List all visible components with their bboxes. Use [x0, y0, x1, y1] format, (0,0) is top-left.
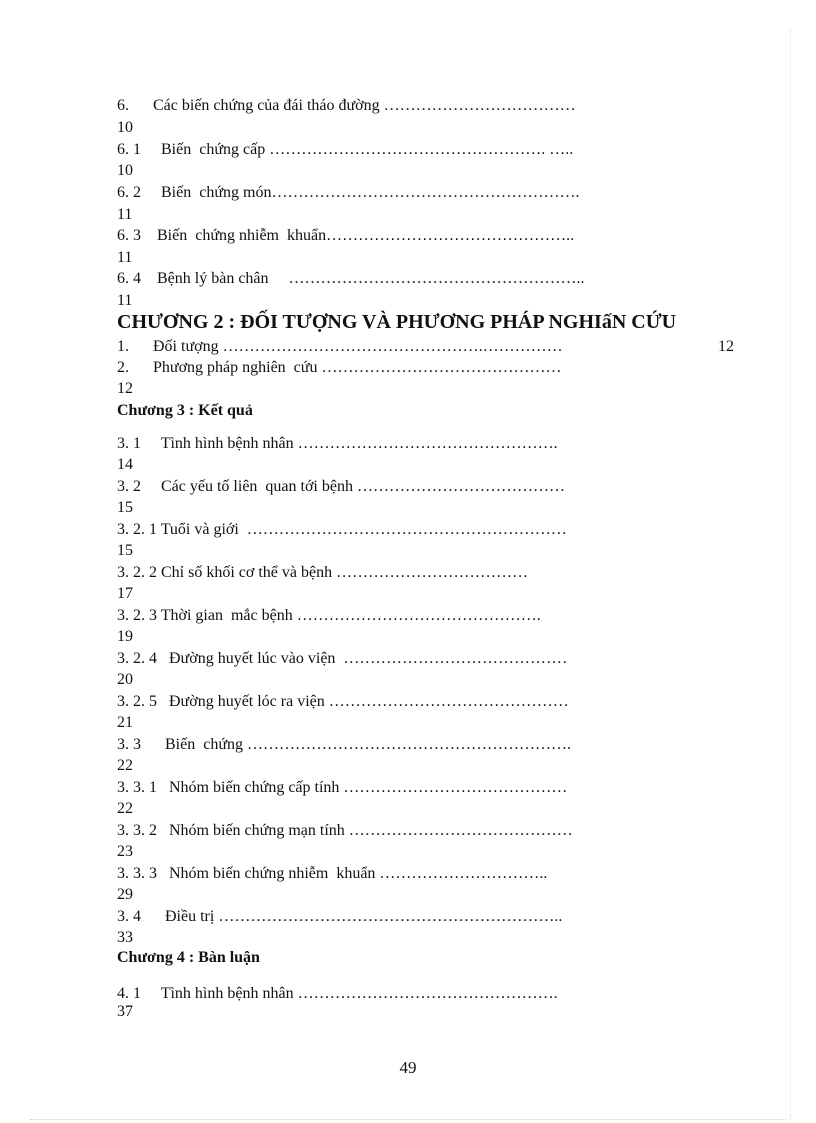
toc-entry-3-4-text: 3. 4 Điều trị ………………………………………………………..: [117, 908, 563, 925]
toc-entry-3-2-2-page: 17: [117, 585, 133, 602]
toc-entry-3-4-page: 33: [117, 929, 133, 946]
toc-entry-3-2-page: 15: [117, 499, 133, 516]
toc-entry-3-3-1-page: 22: [117, 800, 133, 817]
toc-entry-3-3-page: 22: [117, 757, 133, 774]
toc-entry-3-2-5-text: 3. 2. 5 Đường huyết lóc ra viện ………………………………………: [117, 693, 569, 710]
page-number: 49: [399, 1058, 417, 1077]
toc-entry-6-3-text: 6. 3 Biến chứng nhiễm khuẩn………………………………………..: [117, 227, 575, 244]
page-bottom-border: [30, 1119, 786, 1120]
chapter-4-title: Chương 4 : Bàn luận: [117, 949, 260, 966]
toc-entry-6-4-text: 6. 4 Bệnh lý bàn chân ………………………………………………..: [117, 270, 585, 287]
chapter-2-title: CHƯƠNG 2 : ĐỐI TƯỢNG VÀ PHƯƠNG PHÁP NGHIấN CỨU: [117, 311, 677, 333]
toc-entry-4-1-page: 37: [117, 1003, 133, 1020]
toc-entry-3-2-3-text: 3. 2. 3 Thời gian mắc bệnh ……………………………………….: [117, 607, 541, 624]
toc-entry-6-text: 6. Các biến chứng của đái tháo đường ………………………………: [117, 97, 576, 114]
toc-entry-6-1-text: 6. 1 Biến chứng cấp ……………………………………………. …..: [117, 141, 574, 158]
toc-entry-6-2-text: 6. 2 Biến chứng món………………………………………………….: [117, 184, 580, 201]
toc-entry-3-3-3-page: 29: [117, 886, 133, 903]
toc-entry-3-2-5-page: 21: [117, 714, 133, 731]
toc-entry-6-2-page: 11: [117, 206, 133, 223]
toc-entry-6-4-page: 11: [117, 292, 133, 309]
toc-entry-6-page: 10: [117, 119, 133, 136]
chapter-3-title: Chương 3 : Kết quả: [117, 402, 253, 419]
toc-entry-3-2-1-page: 15: [117, 542, 133, 559]
toc-entry-3-2-4-text: 3. 2. 4 Đường huyết lúc vào viện ……………………………………: [117, 650, 568, 667]
toc-entry-3-2-4-page: 20: [117, 671, 133, 688]
toc-entry-2-1-page: 12: [718, 338, 734, 355]
toc-entry-3-3-3-text: 3. 3. 3 Nhóm biến chứng nhiễm khuẩn …………………………..: [117, 865, 548, 882]
toc-entry-2-2-text: 2. Phương pháp nghiên cứu ………………………………………: [117, 359, 562, 376]
toc-entry-4-1-text: 4. 1 Tình hình bệnh nhân ………………………………………….: [117, 985, 558, 1002]
toc-entry-2-1-text: 1. Đối tượng ………………………………………….……………: [117, 338, 563, 355]
toc-entry-3-3-1-text: 3. 3. 1 Nhóm biến chứng cấp tính ……………………………………: [117, 779, 568, 796]
toc-entry-6-1-page: 10: [117, 162, 133, 179]
page-right-border: [790, 30, 791, 1120]
toc-entry-6-3-page: 11: [117, 249, 133, 266]
toc-entry-2-2-page: 12: [117, 380, 133, 397]
toc-entry-3-3-2-page: 23: [117, 843, 133, 860]
toc-entry-3-2-3-page: 19: [117, 628, 133, 645]
toc-entry-3-3-text: 3. 3 Biến chứng …………………………………………………….: [117, 736, 571, 753]
toc-entry-3-1-text: 3. 1 Tình hình bệnh nhân ………………………………………….: [117, 435, 558, 452]
toc-entry-3-2-text: 3. 2 Các yếu tố liên quan tới bệnh …………………………………: [117, 478, 565, 495]
toc-entry-3-2-2-text: 3. 2. 2 Chỉ số khối cơ thể và bệnh ………………………………: [117, 564, 529, 581]
toc-entry-3-1-page: 14: [117, 456, 133, 473]
toc-entry-3-2-1-text: 3. 2. 1 Tuổi và giới ……………………………………………………: [117, 521, 567, 538]
toc-entry-3-3-2-text: 3. 3. 2 Nhóm biến chứng mạn tính ……………………………………: [117, 822, 573, 839]
